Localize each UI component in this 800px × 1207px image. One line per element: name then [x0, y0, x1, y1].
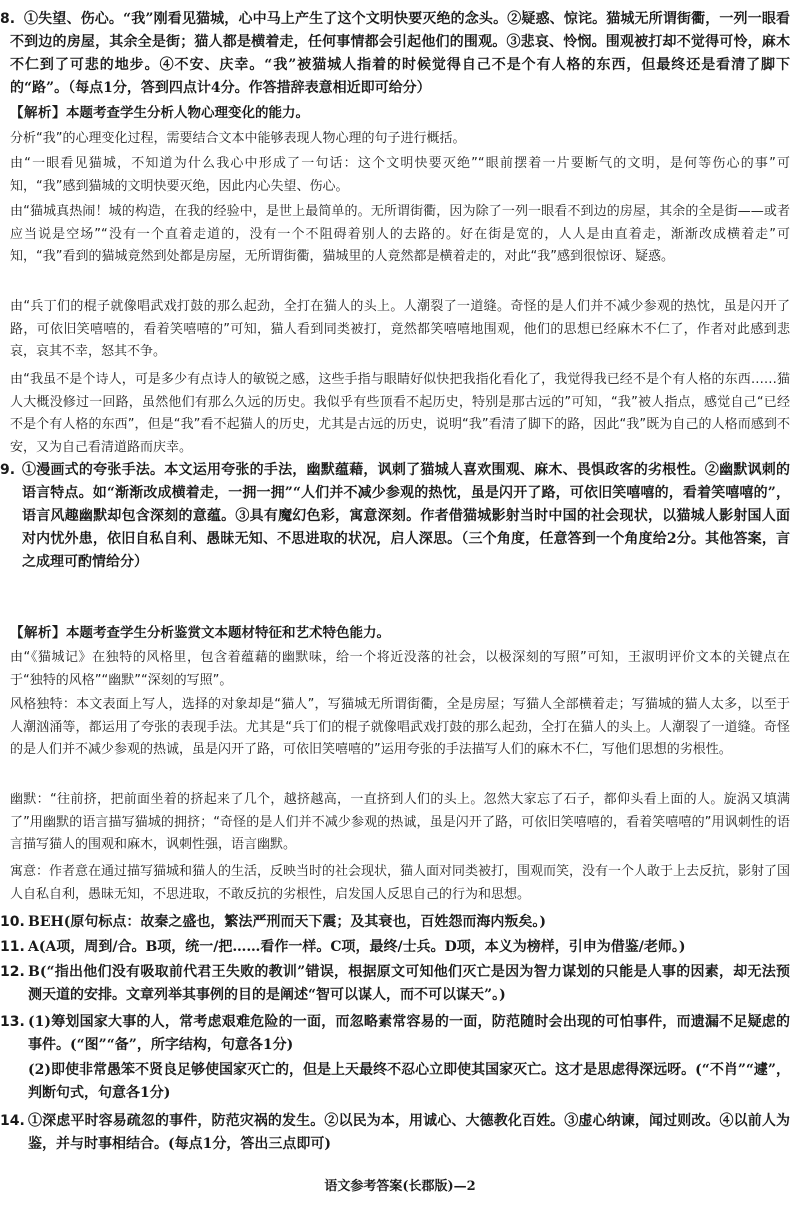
question-number: 11.: [0, 939, 25, 955]
answer-text: A(A项，周到/合。B项，统一/把……看作一样。C项，最终/士兵。D项，本义为榜样，引申为借鉴/老师。): [28, 939, 686, 955]
answer-text: BEH(原句标点：故秦之盛也，繁法严刑而天下震；及其衰也，百姓怨而海内叛矣。): [28, 914, 546, 930]
question-number: 12.: [0, 964, 25, 980]
explanation-paragraph: 由“猫城真热闹！城的构造，在我的经验中，是世上最简单的。无所谓街衢，因为除了一列一眼看不到边的房屋，其余的全是街——或者应当说是空场”“没有一个直着走道的，没有一个不阻碍着别人的去路的。好在街是宽的，人人是由直着走，渐渐改成横着走”可知，“我”看到的猫城竟然到处都是房屋，无所谓街衢，猫城里的人竟然都是横着走的，对此“我”感到很惊讶、疑惑。: [10, 204, 790, 264]
question-number: 10.: [0, 914, 25, 930]
explanation-heading: [10, 622, 790, 644]
explanation-paragraph: 由“一眼看见猫城，不知道为什么我心中形成了一句话：这个文明快要灭绝”“眼前摆着一片要断气的文明，是何等伤心的事”可知，“我”感到猫城的文明快要灭绝，因此内心失望、伤心。: [10, 156, 790, 194]
explanation-heading: [10, 102, 790, 124]
explanation-summary: 本题考查学生分析人物心理变化的能力。: [66, 105, 309, 121]
explanation-paragraph: 寓意：作者意在通过描写猫城和猫人的生活，反映当时的社会现状，猫人面对同类被打，围观而笑，没有一个人敢于上去反抗，影射了国人自私自利，愚昧无知，不思进取，不敢反抗的劣根性，启发国人反思自己的行为和思想。: [10, 864, 791, 902]
explanation-summary: 本题考查学生分析鉴赏文本题材特征和艺术特色能力。: [66, 625, 390, 641]
page-footer: 语文参考答案(长郡版)—2: [324, 1179, 476, 1194]
explanation-paragraph: 由“兵丁们的棍子就像唱武戏打鼓的那么起劲，全打在猫人的头上。人潮裂了一道缝。奇怪的是人们并不减少参观的热忱，虽是闪开了路，可依旧笑嘻嘻的，看着笑嘻嘻的”可知，猫人看到同类被打，竟然都笑嘻嘻地围观，他们的思想已经麻木不仁了，作者对此感到悲哀，哀其不幸，怒其不争。: [10, 299, 790, 359]
answer-part-2: (2)即使非常愚笨不贤良足够使国家灭亡的，但是上天最终不忍心立即使其国家灭亡。这才是思虑得深远呀。(“不肖”“遽”，判断句式，句意各1分): [28, 1062, 790, 1101]
explanation-paragraph: 分析“我”的心理变化过程，需要结合文本中能够表现人物心理的句子进行概括。: [10, 131, 466, 146]
question-number: 13.: [0, 1014, 25, 1030]
answer-part-1: (1)筹划国家大事的人，常考虑艰难危险的一面，而忽略素常容易的一面，防范随时会出现的可怕事件，而遗漏不足疑虑的事件。(“图”“备”，所字结构，句意各1分): [28, 1014, 790, 1053]
explanation-tag: 【解析】: [10, 105, 66, 121]
explanation-paragraph: 风格独特：本文表面上写人，选择的对象却是“猫人”，写猫城无所谓街衢，全是房屋；写猫人全部横着走；写猫城的猫人太多，以至于人潮汹涌等，都运用了夸张的表现手法。尤其是“兵丁们的棍子就像唱武戏打鼓的那么起劲，全打在猫人的头上。人潮裂了一道缝。奇怪的是人们并不减少参观的热诚，虽是闪开了路，可依旧笑嘻嘻的”运用夸张的手法描写人们的麻木不仁，写他们思想的劣根性。: [10, 697, 790, 757]
explanation-paragraph: 幽默：“往前挤，把前面坐着的挤起来了几个，越挤越高，一直挤到人们的头上。忽然大家忘了石子，都仰头看上面的人。旋涡又填满了”用幽默的语言描写猫城的拥挤；“奇怪的是人们并不减少参观的热诚，虽是闪开了路，可依旧笑嘻嘻的，看着笑嘻嘻的”用讽刺性的语言描写猫人的围观和麻木，讽刺性强，语言幽默。: [10, 792, 790, 852]
question-number: 8.: [0, 11, 16, 27]
answer-text: ①漫画式的夸张手法。本文运用夸张的手法，幽默蕴藉，讽刺了猫城人喜欢围观、麻木、畏惧政客的劣根性。②幽默讽刺的语言特点。如“渐渐改成横着走，一拥一拥”“人们并不减少参观的热忱，虽是闪开了路，可依旧笑嘻嘻的，看着笑嘻嘻的”，语言风趣幽默却包含深刻的意蕴。③具有魔幻色彩，寓意深刻。作者借猫城影射当时中国的社会现状，以猫城人影射国人面对内忧外患，依旧自私自利、愚昧无知、不思进取的状况，启人深思。（三个角度，任意答到一个角度给2分。其他答案，言之成理可酌情给分）: [22, 462, 790, 570]
explanation-paragraph: 由“我虽不是个诗人，可是多少有点诗人的敏锐之感，这些手指与眼睛好似快把我指化看化了，我觉得我已经不是个有人格的东西……猫人大概没修过一回路，虽然他们有那么久远的历史。我似乎有些顶看不起历史，特别是那古远的”可知，“我”被人指点，感觉自己“已经不是个有人格的东西”，但是“我”看不起猫人的历史，尤其是古远的历史，说明“我”看清了脚下的路，因此“我”既为自己的人格而感到不安，又为自己看清道路而庆幸。: [10, 372, 790, 455]
question-number: 14.: [0, 1113, 25, 1129]
answer-text: ①深虑平时容易疏忽的事件，防范灾祸的发生。②以民为本，用诚心、大德教化百姓。③虚心纳谏，闻过则改。④以前人为鉴，并与时事相结合。(每点1分，答出三点即可): [28, 1113, 790, 1152]
question-13: [0, 1011, 800, 1107]
explanation-tag: 【解析】: [10, 625, 66, 641]
question-12: [0, 961, 800, 1009]
question-9: [0, 459, 800, 909]
question-14: [0, 1110, 800, 1158]
answer-text: ①失望、伤心。“我”刚看见猫城，心中马上产生了这个文明快要灭绝的念头。②疑惑、惊诧。猫城无所谓街衢，一列一眼看不到边的房屋，其余全是街；猫人都是横着走，任何事情都会引起他们的围观。③悲哀、怜悯。围观被打却不觉得可怜，麻木不仁到了可悲的地步。④不安、庆幸。“我”被猫城人指着的时候觉得自己不是个有人格的东西，但最终还是看清了脚下的“路”。（每点1分，答到四点计4分。作答措辞表意相近即可给分）: [10, 11, 790, 96]
question-10: [0, 911, 800, 935]
question-11: [0, 936, 800, 960]
explanation-paragraph: 由“《猫城记》在独特的风格里，包含着蕴藉的幽默味，给一个将近没落的社会，以极深刻的写照”可知，王淑明评价文本的关键点在于“独特的风格”“幽默”“深刻的写照”。: [10, 650, 790, 688]
answer-text: B(“指出他们没有吸取前代君王失败的教训”错误，根据原文可知他们灭亡是因为智力谋划的只能是人事的因素，却无法预测天道的安排。文章列举其事例的目的是阐述“智可以谋人，而不可以谋天”。): [28, 964, 790, 1003]
question-number: 9.: [0, 462, 16, 478]
